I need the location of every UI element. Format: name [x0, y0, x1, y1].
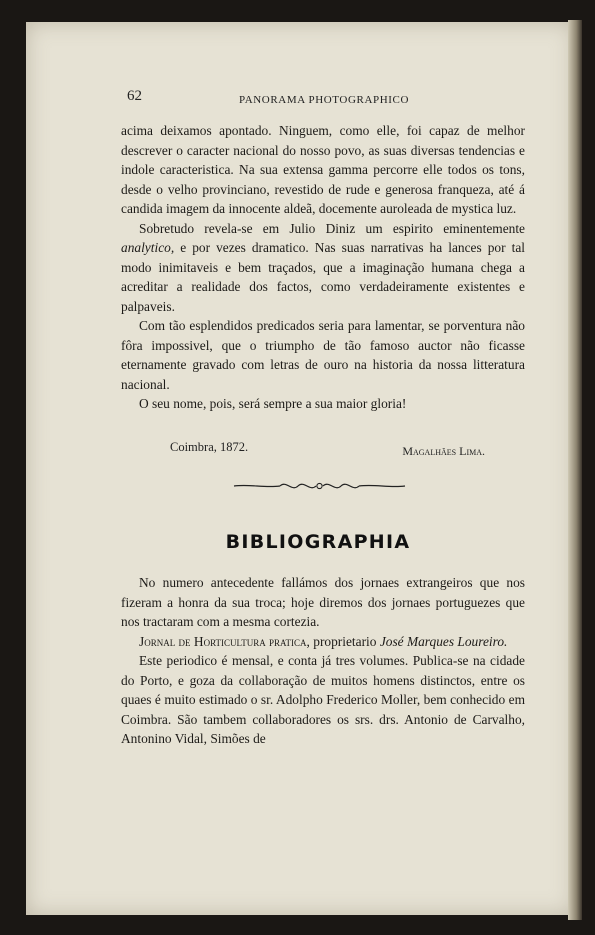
italic-term: analytico,	[121, 240, 175, 255]
paragraph-4: O seu nome, pois, será sempre a sua maior gloria!	[139, 396, 407, 411]
section-title: BIBLIOGRAPHIA	[225, 531, 411, 553]
running-title: PANORAMA PHOTOGRAPHICO	[239, 94, 409, 106]
journal-owner-name: José Marques Loureiro.	[379, 633, 508, 649]
paragraph-1: acima deixamos apontado. Ninguem, como elle, foi capaz de melhor descrever o caracter nacional do nosso povo, as suas diversas tendencias e indole caracteristica. Na sua extensa gamma percorre elle todos os tons, desde o velho provinciano, revestido de rude e generosa franqueza, até á candida imagem da innocente aldeã, docemente auroleada de mystica luz.	[121, 123, 525, 216]
bibliography-body	[121, 573, 525, 749]
author-signature: Magalhães Lima.	[402, 444, 485, 458]
journal-owner-label: proprietario	[309, 633, 380, 649]
paragraph-2-rest: e por vezes dramatico. Nas suas narrativas ha lances por tal modo inimitaveis e bem traçados, que a imaginação humana chega a acreditar a realidade dos factos, como verdadeiramente existentes e palpaveis.	[121, 240, 525, 314]
paragraph-2	[121, 219, 525, 317]
book-spine-edge	[568, 20, 582, 920]
bibliography-paragraph-1: No numero antecedente fallámos dos jornaes extrangeiros que nos fizeram a honra da sua troca; hoje diremos dos jornaes portuguezes que nos tractaram com a mesma cortezia.	[121, 575, 525, 629]
page-header	[127, 88, 427, 110]
journal-title: Jornal de Horticultura pratica,	[139, 633, 310, 649]
bibliography-paragraph-3: Este periodico é mensal, e conta já tres volumes. Publica-se na cidade do Porto, e goza da collaboração de muitos homens distinctos, entre os quaes é muito estimado o sr. Adolpho Frederico Moller, bem conhecido em Coimbra. São tambem collaboradores os srs. drs. Antonio de Carvalho, Antonino Vidal, Simões de	[121, 653, 525, 746]
article-body	[121, 121, 525, 414]
paragraph-2-start: Sobretudo revela-se em Julio Diniz um espirito eminentemente	[139, 220, 525, 236]
page-number: 62	[127, 88, 142, 104]
paragraph-3: Com tão esplendidos predicados seria para lamentar, se porventura não fôra impossivel, que o triumpho de tão famoso auctor não ficasse eternamente gravado com letras de ouro na historia da nossa litteratura nacional.	[121, 318, 525, 392]
ornament-divider	[232, 478, 407, 494]
journal-entry	[121, 632, 525, 652]
place-date: Coimbra, 1872.	[170, 440, 249, 454]
